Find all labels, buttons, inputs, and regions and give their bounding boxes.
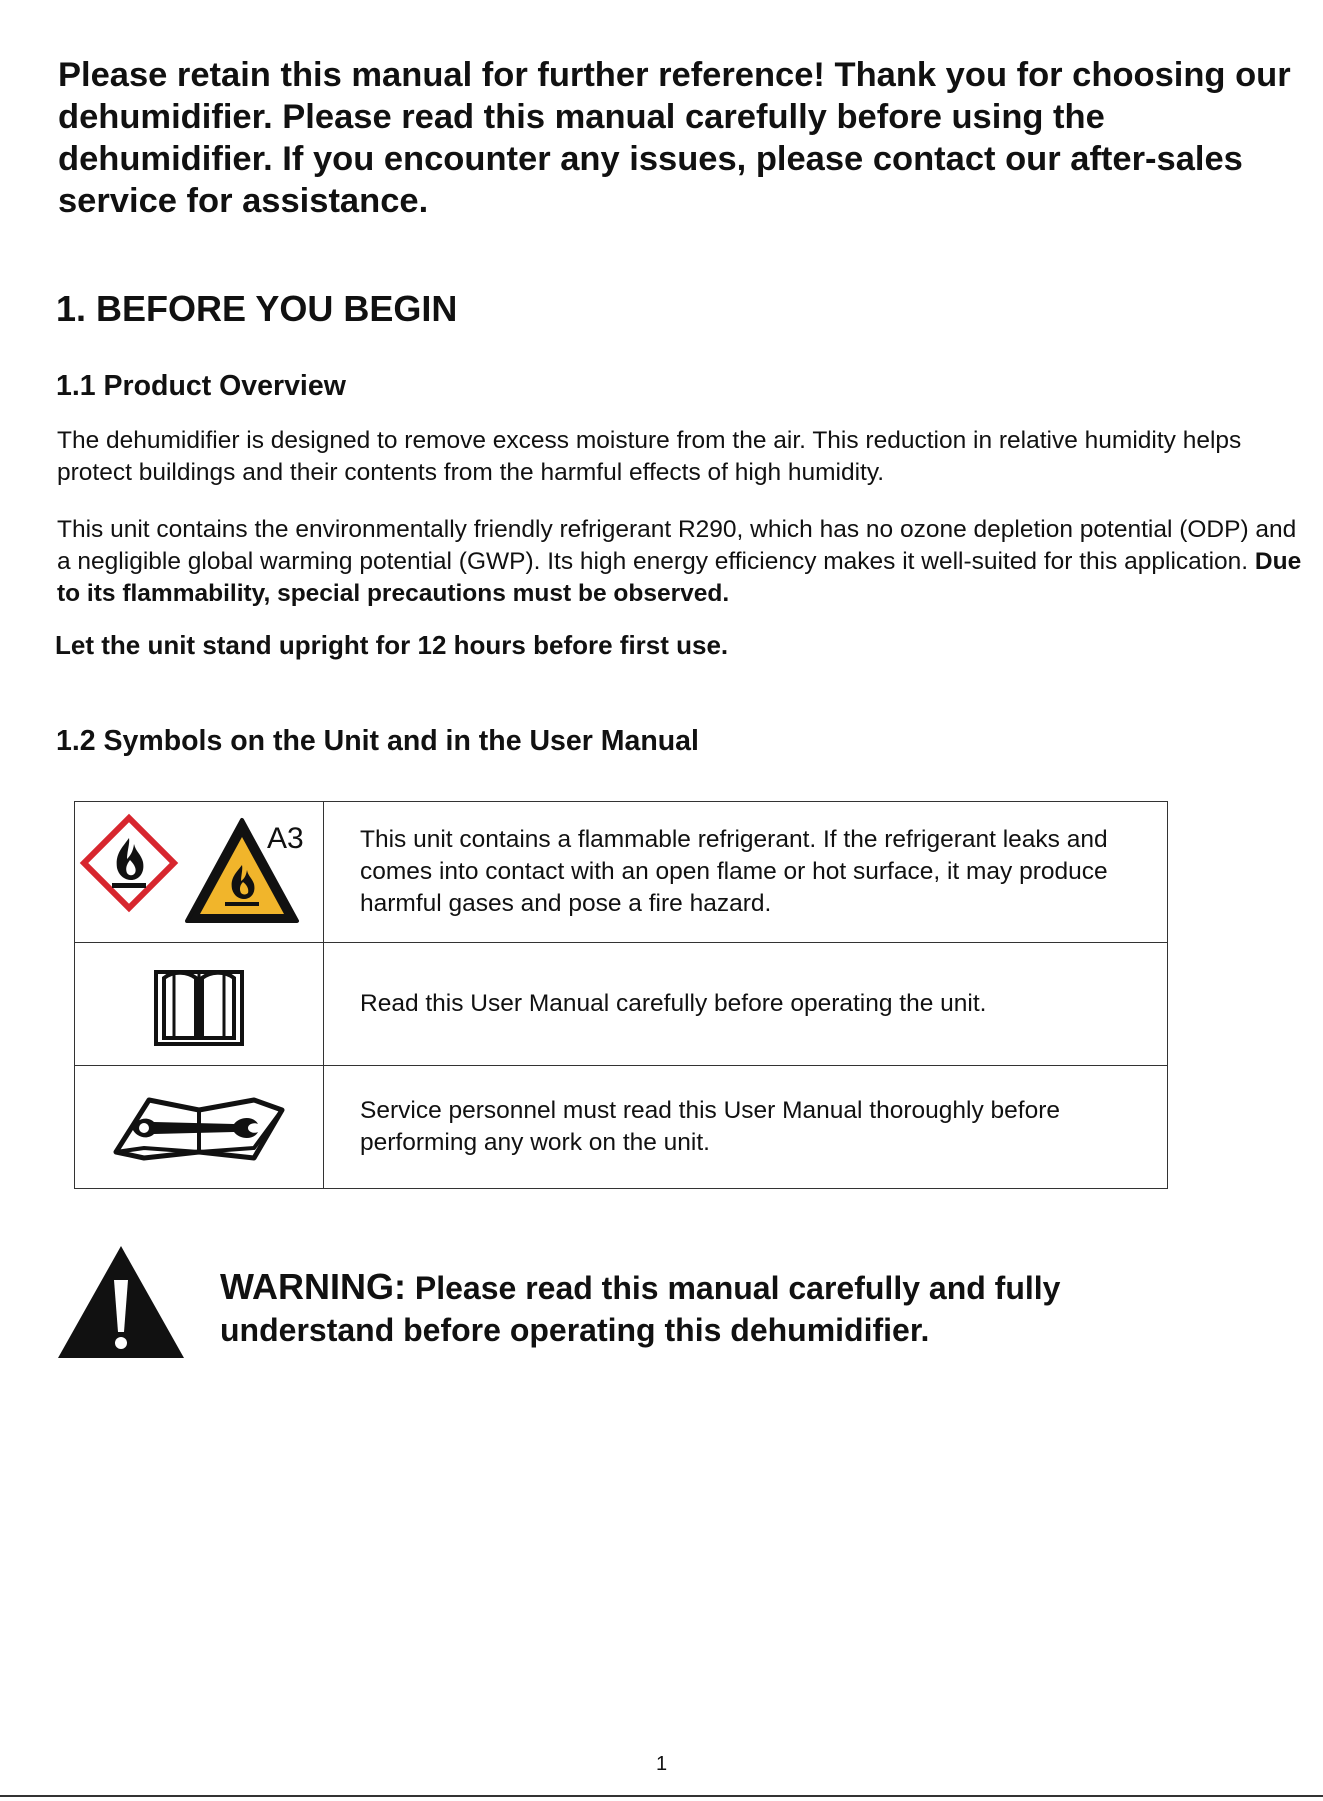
overview-paragraph-2 bbox=[57, 514, 1307, 610]
warning-label: WARNING: bbox=[220, 1266, 406, 1307]
symbol-description: Service personnel must read this User Manual thoroughly before performing any work on the unit. bbox=[324, 1066, 1168, 1189]
flammable-symbols bbox=[79, 810, 319, 930]
symbol-row-service-manual bbox=[75, 1066, 1168, 1189]
warning-icon-wrapper bbox=[56, 1244, 186, 1365]
symbol-row-read-manual bbox=[75, 943, 1168, 1066]
symbol-row-flammable bbox=[75, 802, 1168, 943]
symbol-description: Read this User Manual carefully before operating the unit. bbox=[324, 943, 1168, 1066]
section-heading-before-you-begin: 1. BEFORE YOU BEGIN bbox=[56, 288, 458, 329]
ghs-flammable-icon bbox=[84, 818, 174, 908]
bottom-rule bbox=[0, 1795, 1323, 1797]
symbol-icon-cell bbox=[75, 943, 324, 1066]
upright-note: Let the unit stand upright for 12 hours before first use. bbox=[55, 630, 729, 660]
flammability-precaution: Due to its flammability, special precautions must be observed. bbox=[57, 548, 1302, 607]
symbol-icon-cell bbox=[75, 1066, 324, 1189]
warning-icon bbox=[56, 1244, 186, 1360]
service-manual-icon bbox=[104, 1080, 294, 1170]
a3-label: A3 bbox=[267, 821, 304, 855]
overview-paragraph-1: The dehumidifier is designed to remove excess moisture from the air. This reduction in relative humidity helps protect buildings and their contents from the harmful effects of high humidity. bbox=[57, 427, 1242, 486]
page-number: 1 bbox=[655, 1753, 668, 1775]
symbols-table bbox=[74, 801, 1168, 1189]
warning-text bbox=[220, 1266, 1180, 1351]
overview-paragraph-2-text: This unit contains the environmentally friendly refrigerant R290, which has no ozone depletion potential (ODP) and a negligible global warming potential (GWP). Its high energy efficiency makes it well-suited for this application. bbox=[57, 516, 1297, 575]
intro-paragraph: Please retain this manual for further reference! Thank you for choosing our dehumidifier. Please read this manual carefully before using the dehumidifier. If you encounter any issues, please contact our after-sales service for assistance. bbox=[58, 56, 1291, 220]
symbol-icon-cell bbox=[75, 802, 324, 943]
subheading-product-overview: 1.1 Product Overview bbox=[56, 370, 346, 402]
read-manual-icon bbox=[144, 952, 254, 1052]
symbol-description: This unit contains a flammable refrigerant. If the refrigerant leaks and comes into contact with an open flame or hot surface, it may produce harmful gases and pose a fire hazard. bbox=[324, 802, 1168, 943]
subheading-symbols: 1.2 Symbols on the Unit and in the User Manual bbox=[56, 725, 699, 757]
warning-message: Please read this manual carefully and fully understand before operating this dehumidifier. bbox=[220, 1270, 1061, 1348]
